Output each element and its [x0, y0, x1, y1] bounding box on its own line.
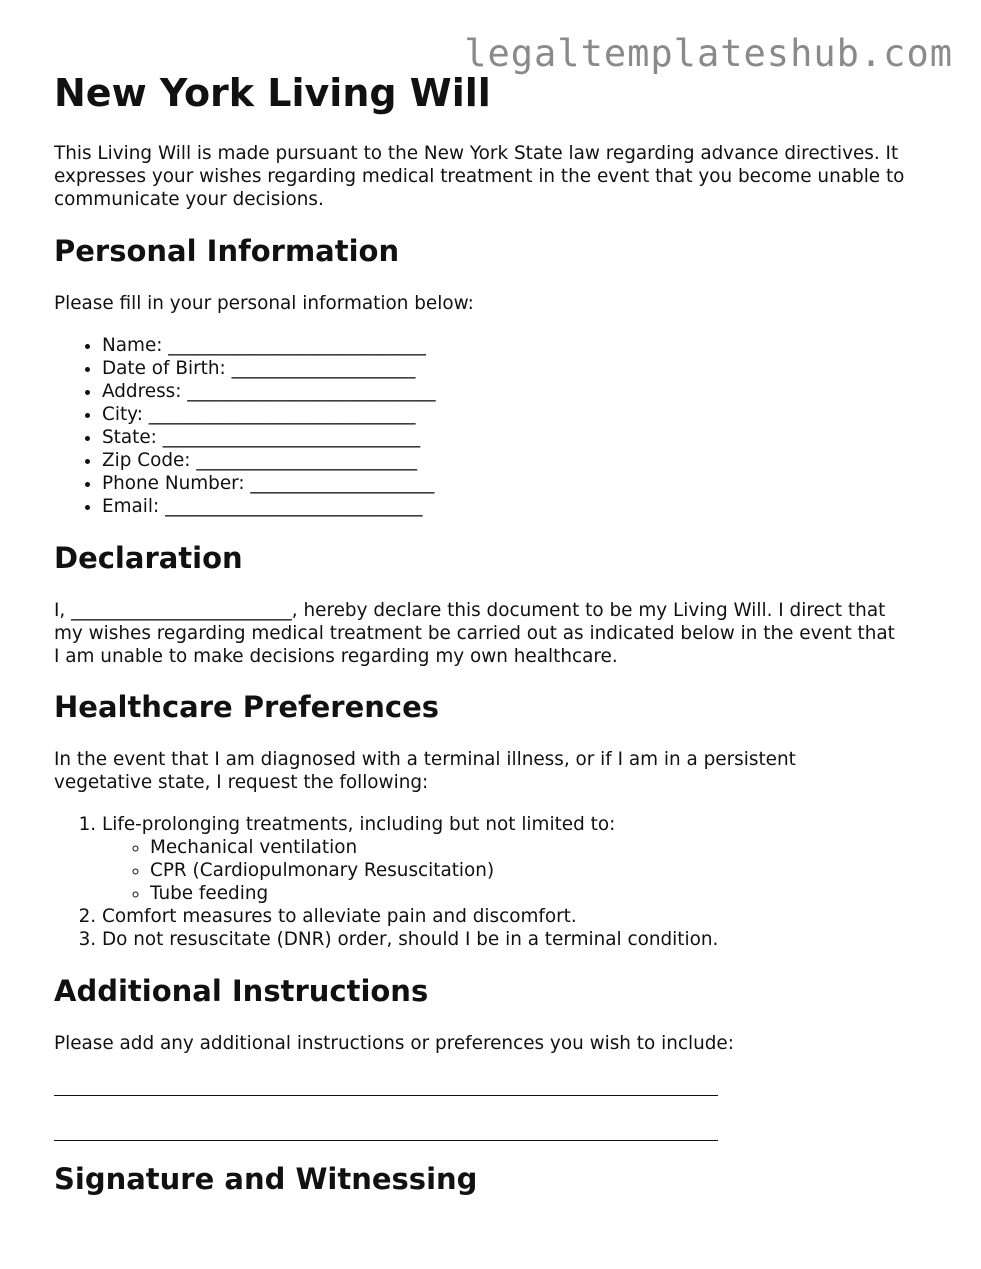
healthcare-item-life-prolonging	[102, 813, 718, 905]
additional-blank-line-2[interactable]	[54, 1139, 718, 1141]
healthcare-intro: In the event that I am diagnosed with a terminal illness, or if I am in a persistent vegetative state, I request the following:	[54, 749, 796, 793]
intro-paragraph: This Living Will is made pursuant to the New York State law regarding advance directives. It expresses your wishes regarding medical treatment in the event that you become unable to communicate your decisions.	[54, 143, 905, 210]
additional-blank-line-1[interactable]	[54, 1094, 718, 1096]
subitem-cpr: ◦ CPR (Cardiopulmonary Resuscitation)	[150, 859, 718, 882]
subitem-mechanical-ventilation: ◦ Mechanical ventilation	[150, 836, 718, 859]
field-state[interactable]: • State: ____________________________	[102, 426, 436, 449]
field-name[interactable]: • Name: ____________________________	[102, 334, 436, 357]
page-title: New York Living Will	[54, 71, 491, 115]
additional-prompt: Please add any additional instructions or preferences you wish to include:	[54, 1033, 734, 1054]
additional-heading: Additional Instructions	[54, 974, 429, 1008]
healthcare-item-label: Life-prolonging treatments, including but not limited to:	[102, 814, 616, 835]
signature-heading: Signature and Witnessing	[54, 1162, 478, 1196]
field-address[interactable]: • Address: ___________________________	[102, 380, 436, 403]
field-city[interactable]: • City: _____________________________	[102, 403, 436, 426]
personal-info-prompt: Please fill in your personal information below:	[54, 293, 474, 314]
declaration-heading: Declaration	[54, 541, 243, 575]
personal-info-heading: Personal Information	[54, 234, 400, 268]
declaration-paragraph: I, ________________________, hereby declare this document to be my Living Will. I direct that my wishes regarding medical treatment be carried out as indicated below in the event that I am unable to make decisions regarding my own healthcare.	[54, 600, 895, 667]
personal-info-list	[54, 334, 436, 518]
field-date-of-birth[interactable]: • Date of Birth: ____________________	[102, 357, 436, 380]
healthcare-heading: Healthcare Preferences	[54, 690, 440, 724]
field-phone-number[interactable]: • Phone Number: ____________________	[102, 472, 436, 495]
field-zip-code[interactable]: • Zip Code: ________________________	[102, 449, 436, 472]
subitem-tube-feeding: ◦ Tube feeding	[150, 882, 718, 905]
field-email[interactable]: • Email: ____________________________	[102, 495, 436, 518]
healthcare-item-dnr: 3. Do not resuscitate (DNR) order, should I be in a terminal condition.	[102, 928, 718, 951]
treatment-sublist	[102, 836, 718, 905]
healthcare-item-comfort: 2. Comfort measures to alleviate pain and discomfort.	[102, 905, 718, 928]
healthcare-list	[54, 813, 718, 951]
watermark: legaltemplateshub.com	[464, 32, 953, 75]
